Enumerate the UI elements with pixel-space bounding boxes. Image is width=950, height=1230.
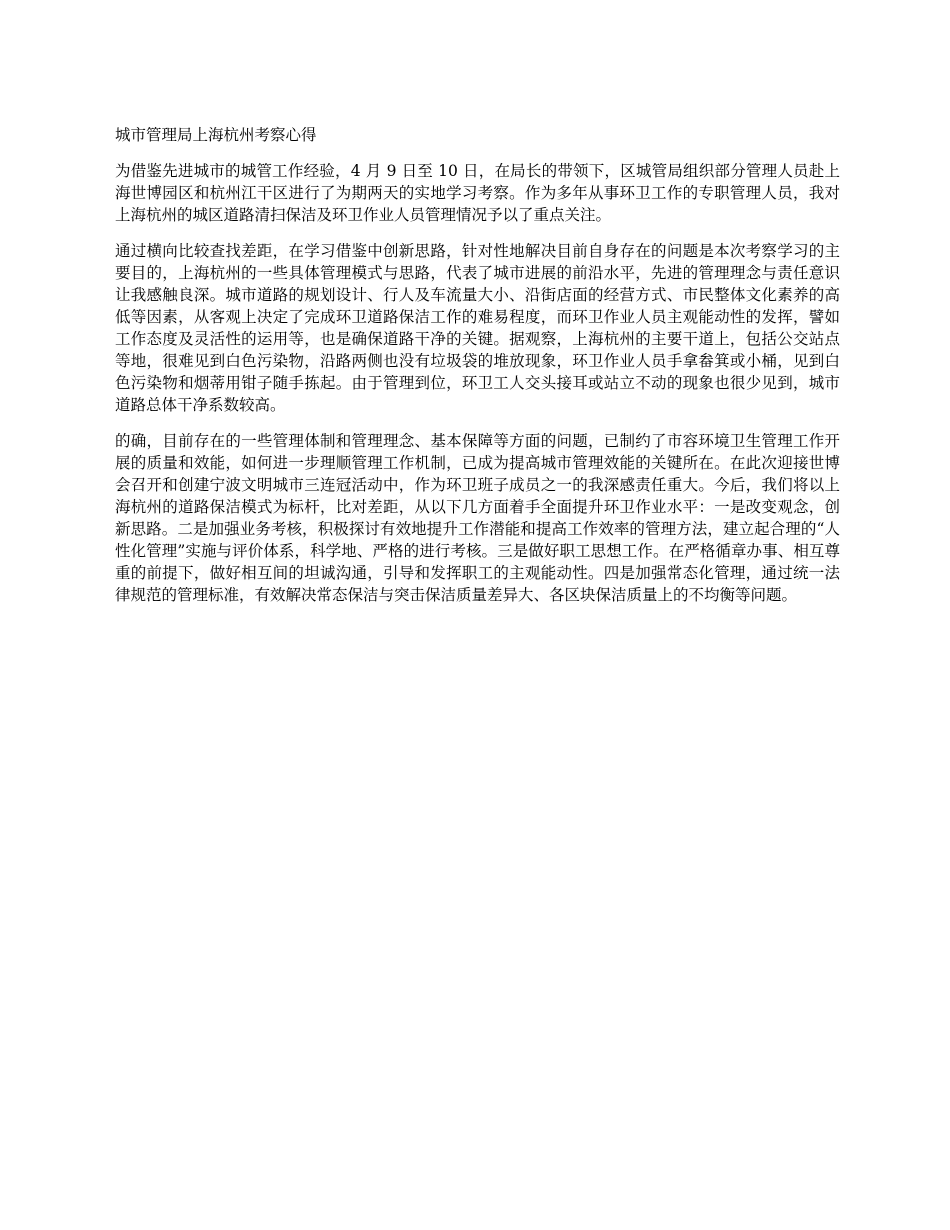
document-page bbox=[115, 124, 840, 620]
document-paragraph-2: 通过横向比较查找差距，在学习借鉴中创新思路，针对性地解决目前自身存在的问题是本次考察学习的主要目的，上海杭州的一些具体管理模式与思路，代表了城市进展的前沿水平，先进的管理理念与责任意识让我感触良深。城市道路的规划设计、行人及车流量大小、沿街店面的经营方式、市民整体文化素养的高低等因素，从客观上决定了完成环卫道路保洁工作的难易程度，而环卫作业人员主观能动性的发挥，譬如工作态度及灵活性的运用等，也是确保道路干净的关键。据观察，上海杭州的主要干道上，包括公交站点等地，很难见到白色污染物，沿路两侧也没有垃圾袋的堆放现象，环卫作业人员手拿畚箕或小桶，见到白色污染物和烟蒂用钳子随手拣起。由于管理到位，环卫工人交头接耳或站立不动的现象也很少见到，城市道路总体干净系数较高。 bbox=[115, 242, 840, 414]
document-title: 城市管理局上海杭州考察心得 bbox=[115, 126, 317, 144]
document-paragraph-3: 的确，目前存在的一些管理体制和管理理念、基本保障等方面的问题，已制约了市容环境卫生管理工作开展的质量和效能，如何进一步理顺管理工作机制，已成为提高城市管理效能的关键所在。在此次迎接世博会召开和创建宁波文明城市三连冠活动中，作为环卫班子成员之一的我深感责任重大。今后，我们将以上海杭州的道路保洁模式为标杆，比对差距，从以下几方面着手全面提升环卫作业水平：一是改变观念，创新思路。二是加强业务考核，积极探讨有效地提升工作潜能和提高工作效率的管理方法，建立起合理的“人性化管理”实施与评价体系，科学地、严格的进行考核。三是做好职工思想工作。在严格循章办事、相互尊重的前提下，做好相互间的坦诚沟通，引导和发挥职工的主观能动性。四是加强常态化管理，通过统一法律规范的管理标准，有效解决常态保洁与突击保洁质量差异大、各区块保洁质量上的不均衡等问题。 bbox=[115, 432, 840, 604]
document-paragraph-1: 为借鉴先进城市的城管工作经验，4 月 9 日至 10 日，在局长的带领下，区城管局组织部分管理人员赴上海世博园区和杭州江干区进行了为期两天的实地学习考察。作为多年从事环卫工作的专职管理人员，我对上海杭州的城区道路清扫保洁及环卫作业人员管理情况予以了重点关注。 bbox=[115, 162, 840, 224]
